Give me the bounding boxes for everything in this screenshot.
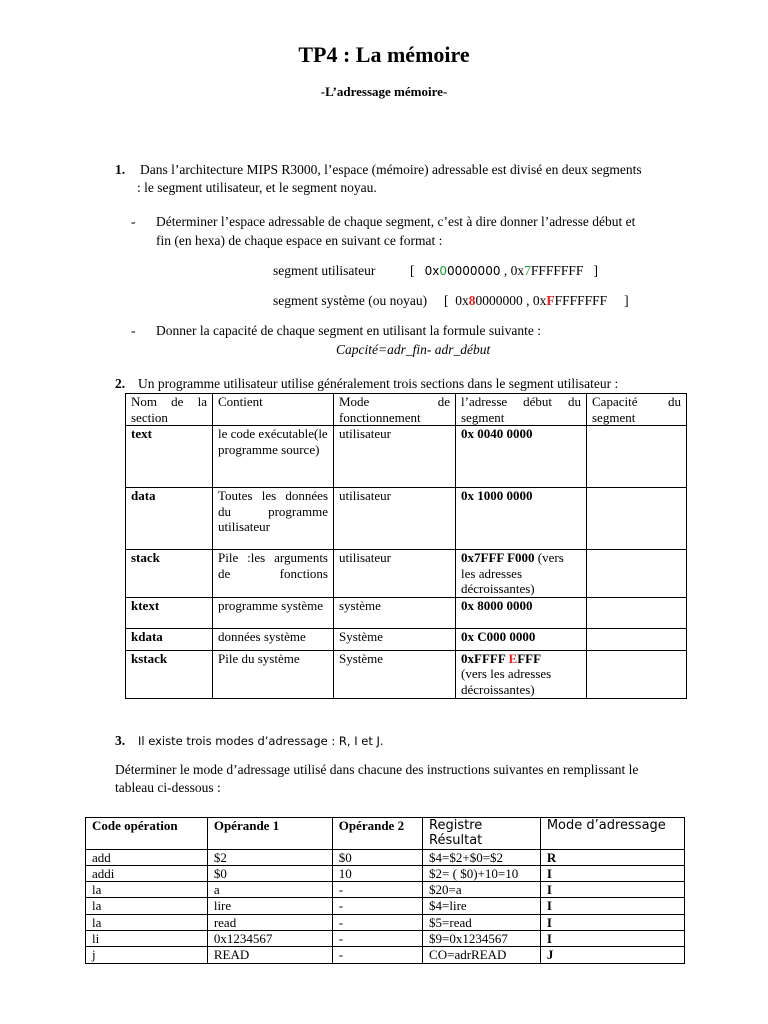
section-address: 0x C000 0000 xyxy=(456,628,587,650)
section-mode: utilisateur xyxy=(334,426,456,488)
page-title: TP4 : La mémoire xyxy=(298,42,470,67)
table-row xyxy=(86,914,685,930)
section-capacity[interactable] xyxy=(587,597,687,628)
section-name: kstack xyxy=(126,650,213,698)
sections-table-header xyxy=(126,394,687,426)
result-cell: CO=adrREAD xyxy=(423,947,541,963)
section-address: 0x 8000 0000 xyxy=(456,597,587,628)
table-row xyxy=(86,898,685,914)
bullet-dash-2: - xyxy=(131,323,136,338)
question-1-line-2: : le segment utilisateur, et le segment noyau. xyxy=(137,180,377,195)
result-cell: $20=a xyxy=(423,882,541,898)
bullet-2-text: Donner la capacité de chaque segment en utilisant la formule suivante : xyxy=(156,323,541,338)
table-row xyxy=(86,947,685,963)
header-content: Contient xyxy=(213,394,334,426)
section-name: ktext xyxy=(126,597,213,628)
section-content: le code exécutable(le programme source) xyxy=(213,426,334,488)
table-row xyxy=(126,650,687,698)
section-mode: Système xyxy=(334,628,456,650)
operand-2-cell: 10 xyxy=(332,865,422,881)
question-1-number: 1. xyxy=(115,162,126,177)
opcode-cell: la xyxy=(86,898,208,914)
table-row xyxy=(126,597,687,628)
section-content: programme système xyxy=(213,597,334,628)
section-name: kdata xyxy=(126,628,213,650)
opcode-cell: j xyxy=(86,947,208,963)
page-subtitle: -L’adressage mémoire- xyxy=(320,84,448,99)
section-address: 0x7FFF F000 (vers les adresses décroissantes) xyxy=(456,550,587,598)
table-row xyxy=(86,865,685,881)
header-operand-2: Opérande 2 xyxy=(332,818,422,850)
section-content: Pile du système xyxy=(213,650,334,698)
operand-2-cell: $0 xyxy=(332,849,422,865)
section-mode: utilisateur xyxy=(334,550,456,598)
table-row xyxy=(126,488,687,550)
table-row xyxy=(86,849,685,865)
operand-1-cell: READ xyxy=(207,947,332,963)
header-opcode: Code opération xyxy=(86,818,208,850)
table-row xyxy=(126,628,687,650)
segment-user-range: [ 0x00000000 , 0x7FFFFFFF ] xyxy=(410,263,599,278)
operand-1-cell: lire xyxy=(207,898,332,914)
bullet-dash-1: - xyxy=(131,214,136,229)
operand-1-cell: $0 xyxy=(207,865,332,881)
segment-system-label: segment système (ou noyau) xyxy=(273,293,428,308)
addressing-table xyxy=(85,817,685,964)
question-3-text: Il existe trois modes d’adressage : R, I et J. xyxy=(138,734,384,748)
sections-table xyxy=(125,393,687,699)
question-3-number: 3. xyxy=(115,733,126,748)
section-address: 0x 0040 0000 xyxy=(456,426,587,488)
operand-1-cell: read xyxy=(207,914,332,930)
operand-1-cell: a xyxy=(207,882,332,898)
question-1-line-1: Dans l’architecture MIPS R3000, l’espace (mémoire) adressable est divisé en deux segments xyxy=(140,162,642,177)
operand-2-cell: - xyxy=(332,898,422,914)
question-3-instruction-line-2: tableau ci-dessous : xyxy=(115,780,221,795)
table-row xyxy=(126,550,687,598)
question-2-text: Un programme utilisateur utilise généralement trois sections dans le segment utilisateur : xyxy=(138,376,619,391)
operand-2-cell: - xyxy=(332,882,422,898)
opcode-cell: la xyxy=(86,882,208,898)
operand-1-cell: $2 xyxy=(207,849,332,865)
section-mode: système xyxy=(334,597,456,628)
opcode-cell: addi xyxy=(86,865,208,881)
result-cell: $5=read xyxy=(423,914,541,930)
header-section-name: Nom de la section xyxy=(126,394,213,426)
section-name: stack xyxy=(126,550,213,598)
mode-cell: R xyxy=(540,849,684,865)
segment-system-range: [ 0x80000000 , 0xFFFFFFFF ] xyxy=(444,293,629,308)
segment-user-label: segment utilisateur xyxy=(273,263,376,278)
mode-cell: I xyxy=(540,931,684,947)
result-cell: $2= ( $0)+10=10 xyxy=(423,865,541,881)
section-mode: Système xyxy=(334,650,456,698)
section-content: données système xyxy=(213,628,334,650)
result-cell: $4=$2+$0=$2 xyxy=(423,849,541,865)
operand-2-cell: - xyxy=(332,947,422,963)
header-operand-1: Opérande 1 xyxy=(207,818,332,850)
mode-cell: I xyxy=(540,865,684,881)
section-capacity[interactable] xyxy=(587,550,687,598)
section-address: 0x 1000 0000 xyxy=(456,488,587,550)
opcode-cell: li xyxy=(86,931,208,947)
header-mode: Mode de fonctionnement xyxy=(334,394,456,426)
opcode-cell: la xyxy=(86,914,208,930)
bullet-1-line-1: Déterminer l’espace adressable de chaque segment, c’est à dire donner l’adresse début et xyxy=(156,214,636,229)
operand-1-cell: 0x1234567 xyxy=(207,931,332,947)
section-capacity[interactable] xyxy=(587,488,687,550)
capacity-formula: Capcité=adr_fin- adr_début xyxy=(336,342,491,357)
table-row xyxy=(86,931,685,947)
opcode-cell: add xyxy=(86,849,208,865)
section-address: 0xFFFF EFFF (vers les adresses décroissantes) xyxy=(456,650,587,698)
header-addressing-mode: Mode d’adressage xyxy=(540,818,684,850)
mode-cell: I xyxy=(540,914,684,930)
question-3-instruction-line-1: Déterminer le mode d’adressage utilisé dans chacune des instructions suivantes en remplissant le xyxy=(115,762,639,777)
bullet-1-line-2: fin (en hexa) de chaque espace en suivant ce format : xyxy=(156,233,443,248)
result-cell: $4=lire xyxy=(423,898,541,914)
table-row xyxy=(86,882,685,898)
section-mode: utilisateur xyxy=(334,488,456,550)
section-capacity[interactable] xyxy=(587,628,687,650)
section-content: Toutes les données du programme utilisateur xyxy=(213,488,334,550)
header-capacity: Capacité du segment xyxy=(587,394,687,426)
header-start-address: l’adresse début du segment xyxy=(456,394,587,426)
addressing-table-header xyxy=(86,818,685,850)
mode-cell: I xyxy=(540,898,684,914)
operand-2-cell: - xyxy=(332,931,422,947)
mode-cell: I xyxy=(540,882,684,898)
mode-cell: J xyxy=(540,947,684,963)
header-result-register: Registre Résultat xyxy=(423,818,541,850)
table-row xyxy=(126,426,687,488)
question-2-number: 2. xyxy=(115,376,126,391)
result-cell: $9=0x1234567 xyxy=(423,931,541,947)
section-content: Pile :les arguments de fonctions xyxy=(213,550,334,598)
operand-2-cell: - xyxy=(332,914,422,930)
section-capacity[interactable] xyxy=(587,426,687,488)
section-capacity[interactable] xyxy=(587,650,687,698)
section-name: text xyxy=(126,426,213,488)
section-name: data xyxy=(126,488,213,550)
